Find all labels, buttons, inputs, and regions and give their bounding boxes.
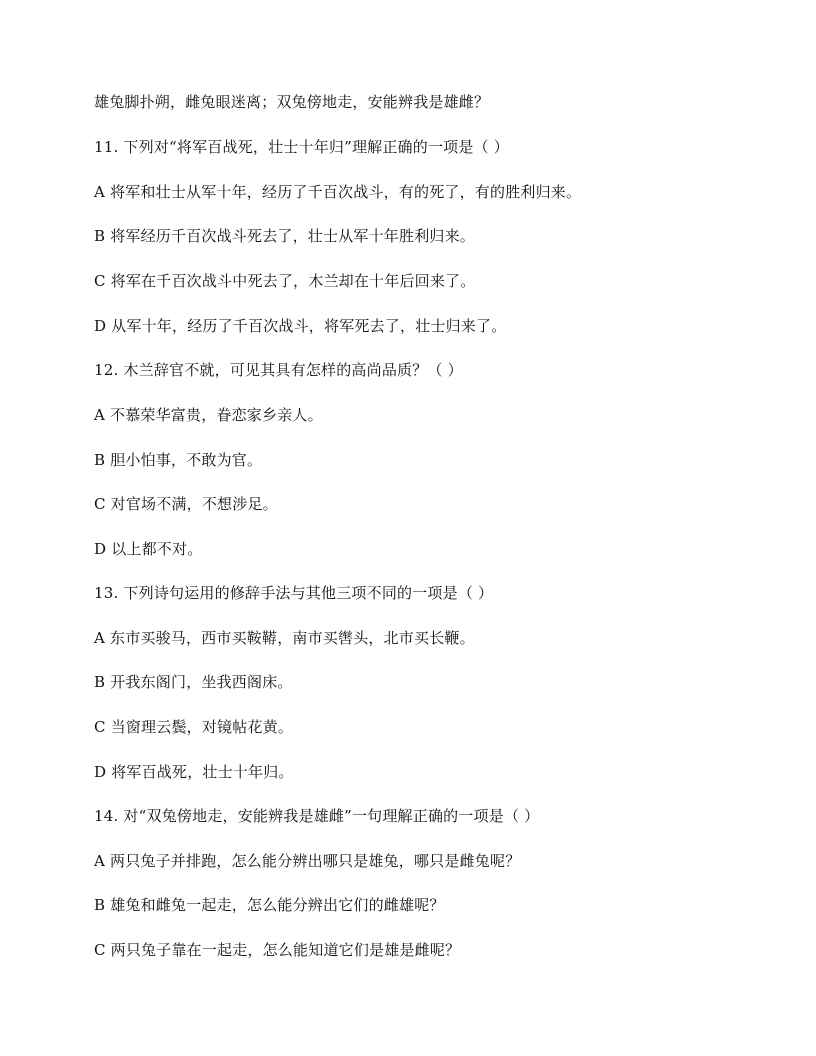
question-13-option-a: A 东市买骏马，西市买鞍鞯，南市买辔头，北市买长鞭。 xyxy=(94,629,475,647)
question-12: 12. 木兰辞官不就，可见其具有怎样的高尚品质？（ ） xyxy=(94,361,463,379)
question-12-option-a: A 不慕荣华富贵，眷恋家乡亲人。 xyxy=(94,406,323,424)
poem-line: 雄兔脚扑朔，雌兔眼迷离；双兔傍地走，安能辨我是雄雌？ xyxy=(94,93,490,111)
question-11-option-b: B 将军经历千百次战斗死去了，壮士从军十年胜利归来。 xyxy=(94,227,475,245)
question-14: 14. 对“双兔傍地走，安能辨我是雄雌”一句理解正确的一项是（ ） xyxy=(94,807,540,825)
question-12-option-b: B 胆小怕事，不敢为官。 xyxy=(94,451,263,469)
question-14-option-b: B 雄兔和雌兔一起走，怎么能分辨出它们的雌雄呢？ xyxy=(94,896,445,914)
question-13-option-c: C 当窗理云鬓，对镜帖花黄。 xyxy=(94,718,294,736)
question-13-option-d: D 将军百战死，壮士十年归。 xyxy=(94,763,294,781)
question-11: 11. 下列对“将军百战死，壮士十年归”理解正确的一项是（ ） xyxy=(94,138,509,156)
question-13: 13. 下列诗句运用的修辞手法与其他三项不同的一项是（ ） xyxy=(94,584,494,602)
question-14-option-a: A 两只兔子并排跑，怎么能分辨出哪只是雄兔，哪只是雌兔呢？ xyxy=(94,852,521,870)
question-11-option-a: A 将军和壮士从军十年，经历了千百次战斗，有的死了，有的胜利归来。 xyxy=(94,183,582,201)
question-13-option-b: B 开我东阁门，坐我西阁床。 xyxy=(94,673,293,691)
question-11-option-d: D 从军十年，经历了千百次战斗，将军死去了，壮士归来了。 xyxy=(94,317,507,335)
question-12-option-c: C 对官场不满，不想涉足。 xyxy=(94,495,278,513)
question-11-option-c: C 将军在千百次战斗中死去了，木兰却在十年后回来了。 xyxy=(94,272,476,290)
question-14-option-c: C 两只兔子靠在一起走，怎么能知道它们是雄是雌呢？ xyxy=(94,941,461,959)
question-12-option-d: D 以上都不对。 xyxy=(94,540,203,558)
